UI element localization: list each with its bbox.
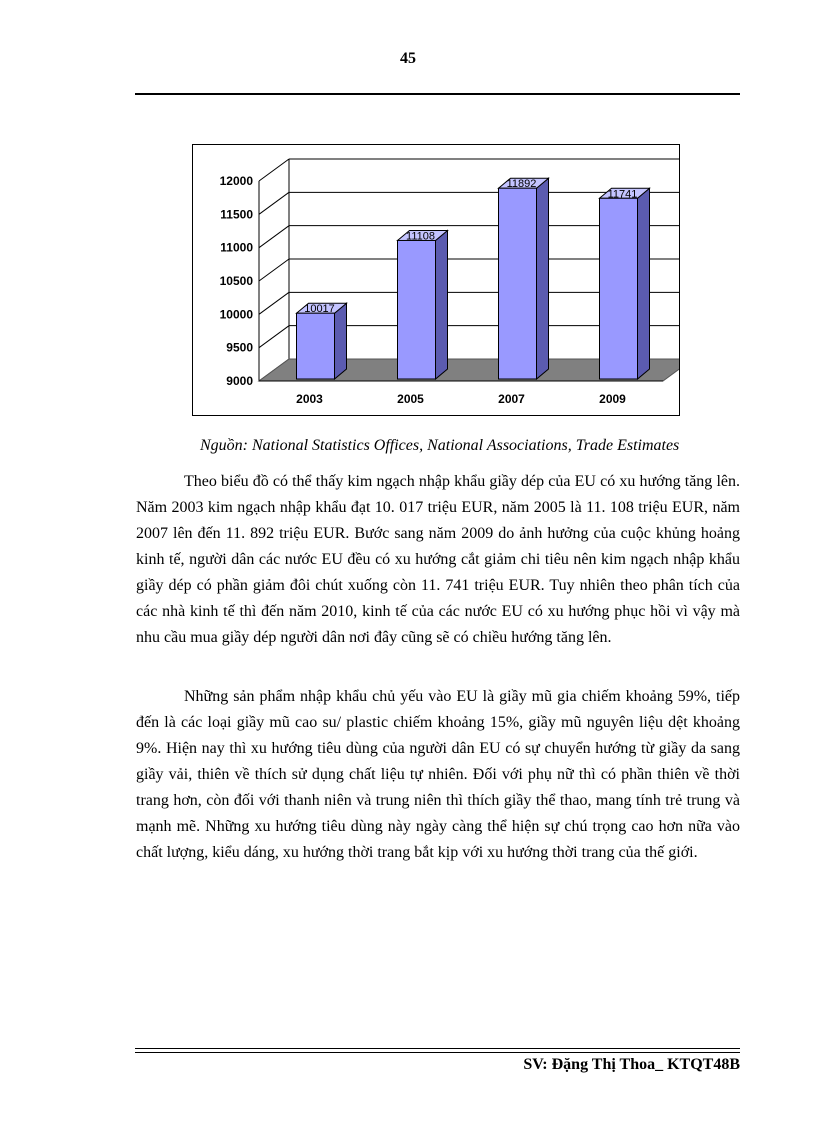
y-tick-label: 9500 xyxy=(226,340,253,355)
y-tick-label: 9000 xyxy=(226,374,253,388)
side-gridline xyxy=(259,292,289,314)
bar xyxy=(398,240,436,379)
bar-side xyxy=(537,178,549,379)
x-tick-label: 2007 xyxy=(498,392,525,406)
source-caption: Nguồn: National Statistics Offices, National Associations, Trade Estimates xyxy=(200,437,680,454)
page-number: 45 xyxy=(400,50,416,67)
data-label: 11108 xyxy=(406,230,435,243)
side-gridline xyxy=(259,192,289,214)
paragraph-1 xyxy=(136,469,740,651)
side-gridline xyxy=(259,226,289,248)
data-label: 10017 xyxy=(304,303,335,316)
bar xyxy=(297,313,335,379)
bar xyxy=(600,198,638,379)
y-tick-label: 10000 xyxy=(219,307,253,322)
footer-author: SV: Đặng Thị Thoa_ KTQT48B xyxy=(523,1056,740,1073)
y-tick-label: 11000 xyxy=(220,240,253,255)
y-tick-label: 12000 xyxy=(219,174,253,188)
paragraph-2 xyxy=(136,684,740,866)
footer-rule xyxy=(135,1048,740,1049)
x-tick-label: 2005 xyxy=(397,392,424,406)
y-tick-label: 10500 xyxy=(219,274,253,288)
data-label: 11741 xyxy=(607,188,638,201)
bar xyxy=(499,188,537,379)
bar-side xyxy=(436,230,448,379)
data-label: 11892 xyxy=(506,178,537,191)
bar-chart xyxy=(192,144,680,416)
x-tick-label: 2003 xyxy=(296,392,323,406)
bar-side xyxy=(638,188,650,379)
paragraph-text: Theo biểu đồ có thể thấy kim ngạch nhập khẩu giầy dép của EU có xu hướng tăng lên. Năm 2003 kim ngạch nhập khẩu đạt 10. 017 triệu EUR, năm 2005 là 11. 108 triệu EUR, năm 2007 lên đến 11. 892 triệu EUR. Bước sang năm 2009 do ảnh hưởng của cuộc khủng hoảng kinh tế, người dân các nước EU đều có xu hướng cắt giảm chi tiêu nên kim ngạch nhập khẩu giầy dép có phần giảm đôi chút xuống còn 11. 741 triệu EUR. Tuy nhiên theo phân tích của các nhà kinh tế thì đến năm 2010, kinh tế của các nước EU có xu hướng phục hồi vì vậy mà nhu cầu mua giầy dép người dân nơi đây cũng sẽ có chiều hướng tăng lên. xyxy=(136,473,740,646)
chart-svg xyxy=(193,145,679,415)
footer-rule-inner xyxy=(135,1052,740,1053)
side-gridline xyxy=(259,159,289,181)
paragraph-text: Những sản phẩm nhập khẩu chủ yếu vào EU là giầy mũ gia chiếm khoảng 59%, tiếp đến là các loại giầy mũ cao su/ plastic chiếm khoảng 15%, giầy mũ nguyên liệu dệt khoảng 9%. Hiện nay thì xu hướng tiêu dùng của người dân EU có sự chuyển hướng từ giầy da sang giầy vải, thiên về thích sử dụng chất liệu tự nhiên. Đối với phụ nữ thì có phần thiên về thời trang hơn, còn đối với thanh niên và trung niên thì thích giầy thể thao, mang tính trẻ trung và mạnh mẽ. Những xu hướng tiêu dùng này ngày càng thể hiện sự chú trọng cao hơn nữa vào chất lượng, kiểu dáng, xu hướng thời trang bắt kịp với xu hướng thời trang của thế giới. xyxy=(136,688,740,861)
header-rule xyxy=(135,93,740,95)
x-tick-label: 2009 xyxy=(599,392,626,406)
side-gridline xyxy=(259,259,289,281)
bar-side xyxy=(335,303,347,379)
y-tick-label: 11500 xyxy=(220,207,253,222)
side-gridline xyxy=(259,326,289,348)
